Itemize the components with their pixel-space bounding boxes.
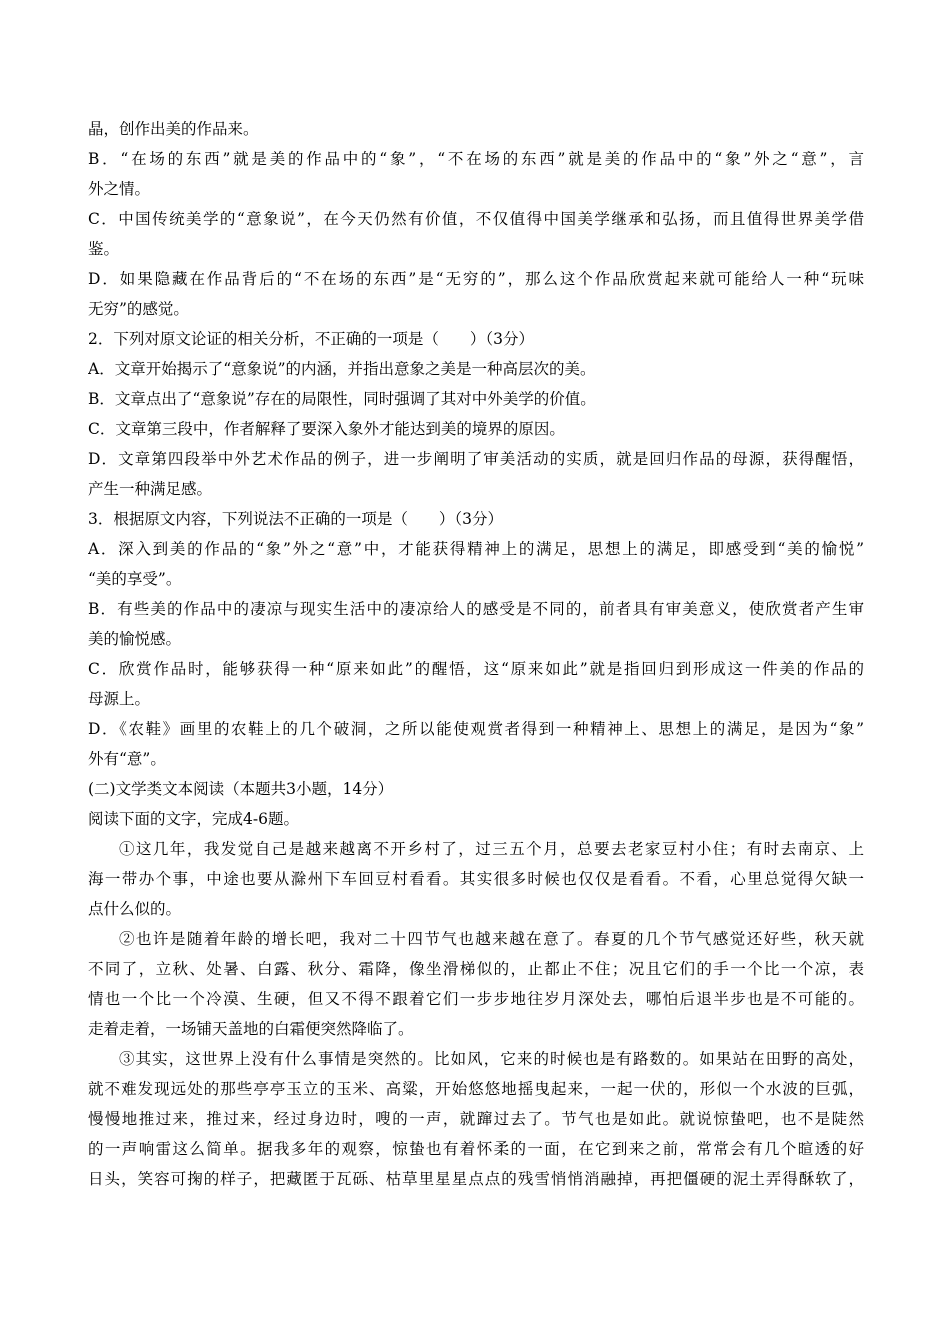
option-c-line-2: 鉴。 bbox=[88, 240, 120, 258]
q3-option-b-line-2: 美的愉悦感。 bbox=[88, 630, 182, 648]
passage-line: 的一声响雷这么简单。据我多年的观察，惊蛰也有着怀柔的一面，在它到来之前，常常会有几个暄透的好 bbox=[88, 1140, 864, 1158]
option-d-line-1: D．如果隐藏在作品背后的“不在场的东西”是“无穷的”，那么这个作品欣赏起来就可能给人一种“玩味 bbox=[88, 270, 864, 288]
passage-line: ②也许是随着年龄的增长吧，我对二十四节气也越来越在意了。春夏的几个节气感觉还好些，秋天就 bbox=[119, 930, 864, 948]
passage-line: 情也一个比一个冷漠、生硬，但又不得不跟着它们一步步地往岁月深处去，哪怕后退半步也是不可能的。 bbox=[88, 990, 864, 1008]
q3-option-c-line-1: C．欣赏作品时，能够获得一种“原来如此”的醒悟，这“原来如此”就是指回归到形成这一件美的作品的 bbox=[88, 660, 864, 678]
q3-option-c-line-2: 母源上。 bbox=[88, 690, 151, 708]
q3-option-d-line-1: D．《农鞋》画里的农鞋上的几个破洞，之所以能使观赏者得到一种精神上、思想上的满足，是因为“象” bbox=[88, 720, 864, 738]
literary-passage bbox=[88, 834, 864, 1194]
passage-line: 日头，笑容可掬的样子，把藏匿于瓦砾、枯草里星星点点的残雪悄悄消融掉，再把僵硬的泥土弄得酥软了， bbox=[88, 1170, 864, 1188]
passage-line: ①这几年，我发觉自己是越来越离不开乡村了，过三五个月，总要去老家豆村小住；有时去南京、上 bbox=[119, 840, 864, 858]
q2-option-c: C．文章第三段中，作者解释了要深入象外才能达到美的境界的原因。 bbox=[88, 420, 565, 438]
q3-option-a-line-1: A．深入到美的作品的“象”外之“意”中，才能获得精神上的满足，思想上的满足，即感受到“美的愉悦” bbox=[88, 540, 864, 558]
q2-option-d-line-2: 产生一种满足感。 bbox=[88, 480, 213, 498]
passage-line: ③其实，这世界上没有什么事情是突然的。比如风，它来的时候也是有路数的。如果站在田野的高处， bbox=[119, 1050, 864, 1068]
question-2: 2．下列对原文论证的相关分析，不正确的一项是（ ）（3分） bbox=[88, 330, 534, 348]
section-heading: (二)文学类文本阅读（本题共3小题，14分） bbox=[88, 780, 394, 798]
q3-option-a-line-2: “美的享受”。 bbox=[88, 570, 182, 588]
question-3: 3．根据原文内容，下列说法不正确的一项是（ ）（3分） bbox=[88, 510, 503, 528]
passage-line: 海一带办个事，中途也要从滁州下车回豆村看看。其实很多时候也仅仅是看看。不看，心里总觉得欠缺一 bbox=[88, 870, 864, 888]
passage-line: 点什么似的。 bbox=[88, 900, 182, 918]
q2-option-d-line-1: D．文章第四段举中外艺术作品的例子，进一步阐明了审美活动的实质，就是回归作品的母源，获得醒悟， bbox=[88, 450, 864, 468]
q3-option-d-line-2: 外有“意”。 bbox=[88, 750, 166, 768]
q2-option-b: B．文章点出了“意象说”存在的局限性，同时强调了其对中外美学的价值。 bbox=[88, 390, 596, 408]
passage-paragraph-1 bbox=[88, 834, 864, 924]
passage-line: 走着走着，一场铺天盖地的白霜便突然降临了。 bbox=[88, 1020, 414, 1038]
option-d-line-2: 无穷”的感觉。 bbox=[88, 300, 189, 318]
q2-option-a: A．文章开始揭示了“意象说”的内涵，并指出意象之美是一种高层次的美。 bbox=[88, 360, 596, 378]
option-b-line-1: B．“在场的东西”就是美的作品中的“象”，“不在场的东西”就是美的作品中的“象”外之“意”，言 bbox=[88, 150, 864, 168]
text-line: 晶，创作出美的作品来。 bbox=[88, 120, 259, 138]
option-b-line-2: 外之情。 bbox=[88, 180, 151, 198]
option-c-line-1: C．中国传统美学的“意象说”，在今天仍然有价值，不仅值得中国美学继承和弘扬，而且值得世界美学借 bbox=[88, 210, 864, 228]
reading-instruction: 阅读下面的文字，完成4-6题。 bbox=[88, 810, 299, 828]
passage-line: 不同了，立秋、处暑、白露、秋分、霜降，像坐滑梯似的，止都止不住；况且它们的手一个比一个凉，表 bbox=[88, 960, 864, 978]
passage-line: 就不难发现远处的那些亭亭玉立的玉米、高粱，开始悠悠地摇曳起来，一起一伏的，形似一个水波的巨弧， bbox=[88, 1080, 864, 1098]
document-page bbox=[88, 114, 864, 1194]
passage-line: 慢慢地推过来，推过来，经过身边时，嗖的一声，就蹿过去了。节气也是如此。就说惊蛰吧，也不是陡然 bbox=[88, 1110, 864, 1128]
q3-option-b-line-1: B．有些美的作品中的凄凉与现实生活中的凄凉给人的感受是不同的，前者具有审美意义，使欣赏者产生审 bbox=[88, 600, 864, 618]
passage-paragraph-3 bbox=[88, 1044, 864, 1194]
passage-paragraph-2 bbox=[88, 924, 864, 1044]
